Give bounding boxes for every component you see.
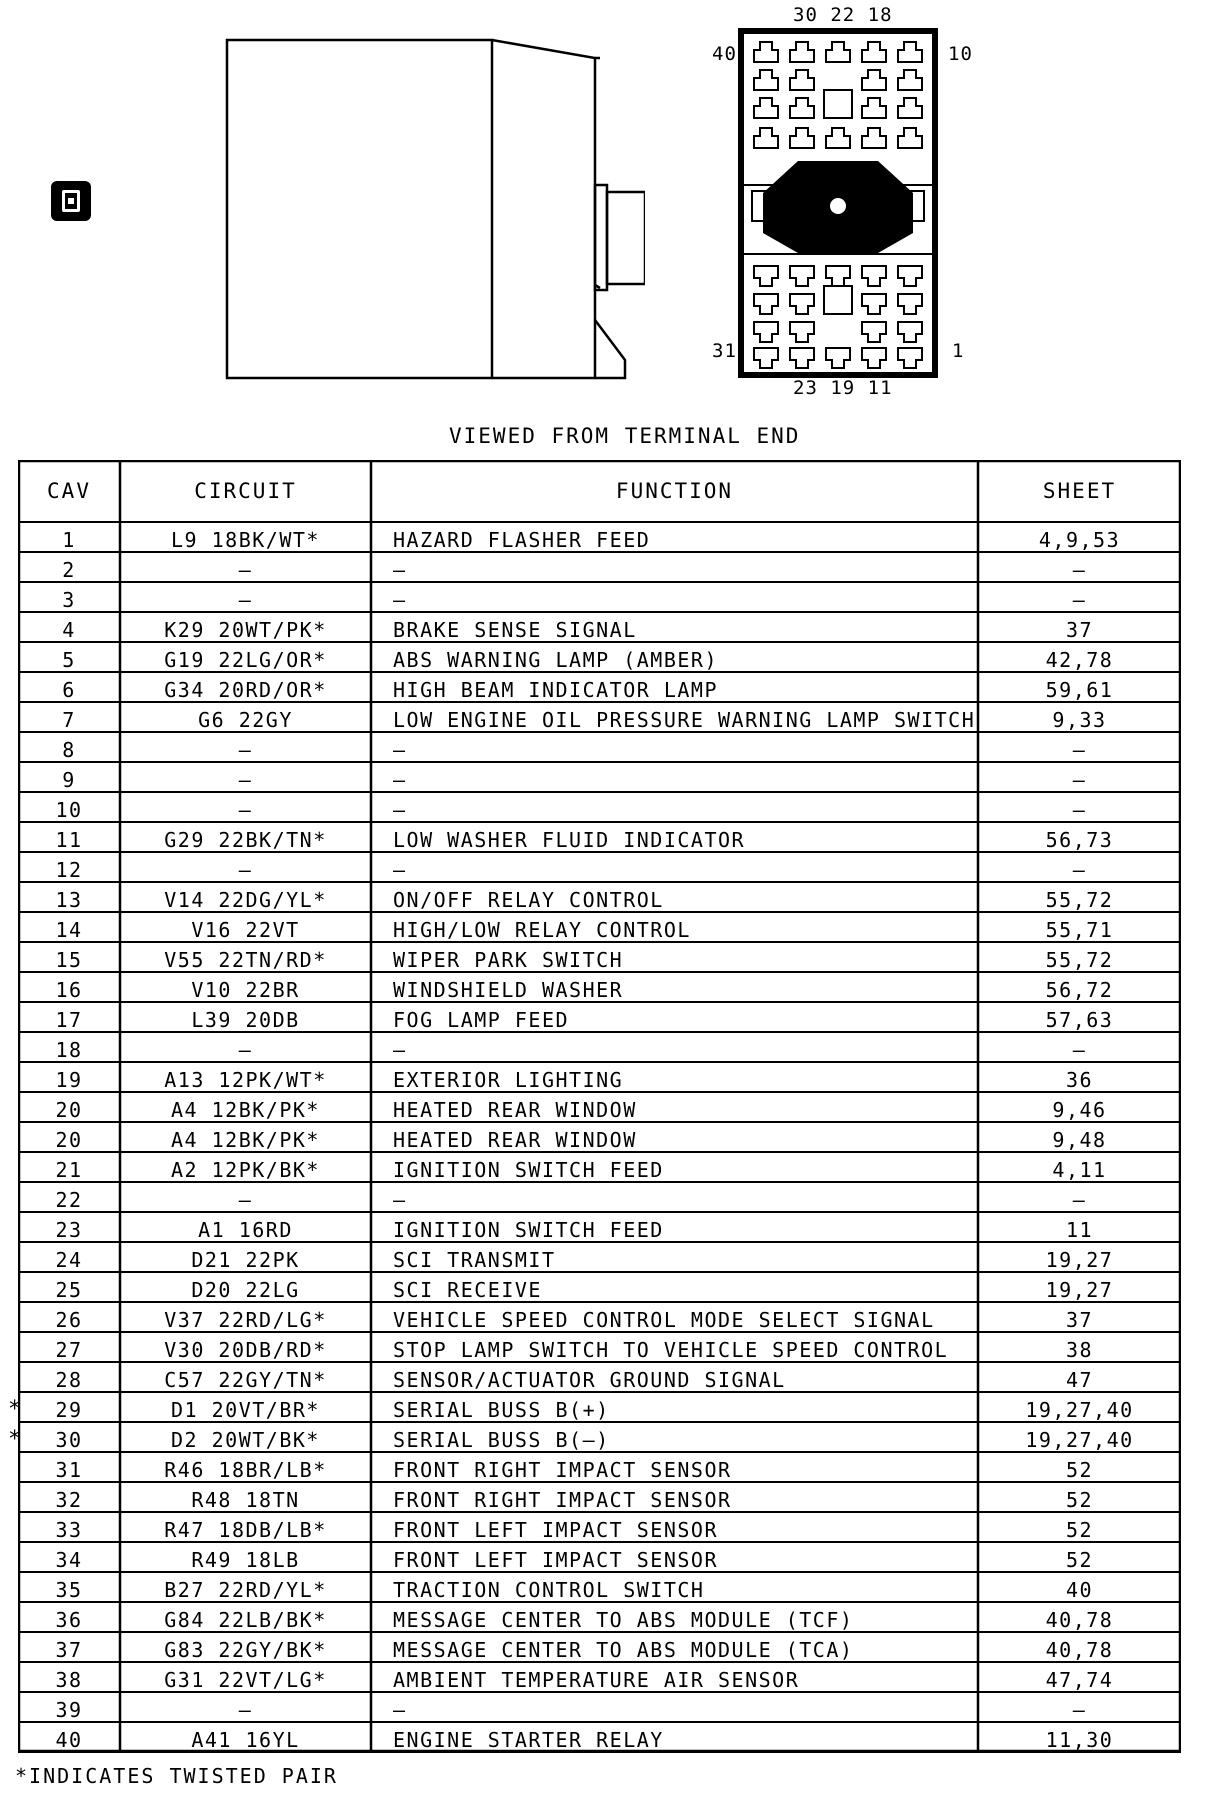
cav-cell: 26 xyxy=(55,1308,83,1332)
cav-cell: 10 xyxy=(55,798,83,822)
circuit-cell: G29 22BK/TN* xyxy=(164,828,327,852)
circuit-cell: G84 22LB/BK* xyxy=(164,1608,327,1632)
circuit-cell: — xyxy=(238,738,253,762)
function-cell: HIGH/LOW RELAY CONTROL xyxy=(393,918,691,942)
circuit-cell: — xyxy=(238,1698,253,1722)
sheet-cell: 9,48 xyxy=(1052,1128,1107,1152)
function-cell: — xyxy=(393,858,407,882)
function-cell: SERIAL BUSS B(—) xyxy=(393,1428,610,1452)
sheet-cell: — xyxy=(1072,558,1087,582)
function-cell: HEATED REAR WINDOW xyxy=(393,1128,637,1152)
function-cell: MESSAGE CENTER TO ABS MODULE (TCA) xyxy=(393,1638,854,1662)
table-row xyxy=(18,1542,1181,1572)
table-row xyxy=(18,1632,1181,1662)
circuit-cell: A4 12BK/PK* xyxy=(171,1128,320,1152)
function-cell: — xyxy=(393,768,407,792)
function-cell: IGNITION SWITCH FEED xyxy=(393,1158,664,1182)
table-row xyxy=(18,1032,1181,1062)
pin-cavity xyxy=(790,42,814,62)
function-cell: LOW ENGINE OIL PRESSURE WARNING LAMP SWITCH xyxy=(393,708,976,732)
pin-cavity xyxy=(754,128,778,148)
table-row xyxy=(18,912,1181,942)
pin-cavity xyxy=(826,128,850,148)
sheet-cell: 9,46 xyxy=(1052,1098,1107,1122)
pin-cavity xyxy=(790,294,814,314)
table-row xyxy=(18,1602,1181,1632)
pin-number-right-bottom: 1 xyxy=(952,340,965,362)
circuit-cell: V55 22TN/RD* xyxy=(164,948,327,972)
table-row xyxy=(18,1302,1181,1332)
table-row xyxy=(18,1092,1181,1122)
sheet-cell: 4,9,53 xyxy=(1038,528,1121,552)
circuit-cell: B27 22RD/YL* xyxy=(164,1578,327,1602)
pin-numbers-top: 30 22 18 xyxy=(793,4,893,26)
sheet-cell: 52 xyxy=(1065,1518,1094,1542)
circuit-cell: R49 18LB xyxy=(191,1548,300,1572)
sheet-cell: 56,72 xyxy=(1045,978,1114,1002)
cav-cell: 29 xyxy=(55,1398,83,1422)
function-cell: — xyxy=(393,798,407,822)
pin-cavity xyxy=(826,42,850,62)
pin-number-left-top: 40 xyxy=(712,43,737,65)
pin-cavity xyxy=(898,98,922,118)
cav-cell: 35 xyxy=(55,1578,83,1602)
table-row xyxy=(18,1722,1181,1752)
circuit-cell: A4 12BK/PK* xyxy=(171,1098,320,1122)
cav-cell: 1 xyxy=(62,528,76,552)
cav-cell: 21 xyxy=(55,1158,83,1182)
table-row xyxy=(18,1332,1181,1362)
sheet-cell: 52 xyxy=(1065,1458,1094,1482)
table-row xyxy=(18,612,1181,642)
sheet-cell: 40,78 xyxy=(1045,1608,1114,1632)
function-cell: FOG LAMP FEED xyxy=(393,1008,570,1032)
cav-cell: 16 xyxy=(55,978,83,1002)
function-cell: TRACTION CONTROL SWITCH xyxy=(393,1578,705,1602)
pin-cavity xyxy=(790,266,814,286)
function-cell: FRONT LEFT IMPACT SENSOR xyxy=(393,1548,718,1572)
function-cell: HEATED REAR WINDOW xyxy=(393,1098,637,1122)
cav-cell: 23 xyxy=(55,1218,83,1242)
circuit-cell: — xyxy=(238,1038,253,1062)
sheet-cell: 11,30 xyxy=(1045,1728,1114,1752)
function-cell: IGNITION SWITCH FEED xyxy=(393,1218,664,1242)
table-row xyxy=(18,1152,1181,1182)
function-cell: MESSAGE CENTER TO ABS MODULE (TCF) xyxy=(393,1608,854,1632)
circuit-cell: D1 20VT/BR* xyxy=(171,1398,320,1422)
circuit-cell: R47 18DB/LB* xyxy=(164,1518,327,1542)
sheet-cell: — xyxy=(1072,768,1087,792)
footnote: *INDICATES TWISTED PAIR xyxy=(15,1764,338,1788)
cav-cell: 11 xyxy=(55,828,83,852)
cav-cell: 37 xyxy=(55,1638,83,1662)
table-row xyxy=(18,1572,1181,1602)
table-row xyxy=(18,1122,1181,1152)
cav-cell: 30 xyxy=(55,1428,83,1452)
function-cell: ABS WARNING LAMP (AMBER) xyxy=(393,648,718,672)
function-cell: FRONT RIGHT IMPACT SENSOR xyxy=(393,1458,732,1482)
table-row xyxy=(18,852,1181,882)
circuit-cell: — xyxy=(238,1188,253,1212)
sheet-cell: 55,72 xyxy=(1045,888,1114,912)
table-row xyxy=(18,1512,1181,1542)
view-caption: VIEWED FROM TERMINAL END xyxy=(449,424,801,448)
function-cell: HIGH BEAM INDICATOR LAMP xyxy=(393,678,718,702)
sheet-cell: 52 xyxy=(1065,1488,1094,1512)
cav-cell: 19 xyxy=(55,1068,83,1092)
table-row xyxy=(18,762,1181,792)
cav-cell: 14 xyxy=(55,918,83,942)
connector-side-view-drawing xyxy=(225,30,645,390)
table-row xyxy=(18,1692,1181,1722)
header-circuit: CIRCUIT xyxy=(194,479,297,503)
cav-cell: 4 xyxy=(62,618,76,642)
pin-cavity xyxy=(754,322,778,342)
function-cell: HAZARD FLASHER FEED xyxy=(393,528,651,552)
pin-cavity xyxy=(754,266,778,286)
table-row xyxy=(18,702,1181,732)
table-row xyxy=(18,1062,1181,1092)
table-row xyxy=(8,1392,1181,1422)
pin-cavity xyxy=(790,70,814,90)
connector-icon xyxy=(51,181,91,221)
cav-cell: 38 xyxy=(55,1668,83,1692)
pin-cavity xyxy=(862,98,886,118)
pin-cavity xyxy=(754,70,778,90)
cav-cell: 2 xyxy=(62,558,76,582)
circuit-cell: G83 22GY/BK* xyxy=(164,1638,327,1662)
function-cell: ENGINE STARTER RELAY xyxy=(393,1728,664,1752)
sheet-cell: 55,71 xyxy=(1045,918,1114,942)
circuit-cell: V16 22VT xyxy=(191,918,300,942)
sheet-cell: — xyxy=(1072,1698,1087,1722)
circuit-cell: V30 20DB/RD* xyxy=(164,1338,327,1362)
pin-cavity xyxy=(824,286,852,314)
function-cell: — xyxy=(393,1038,407,1062)
circuit-cell: R46 18BR/LB* xyxy=(164,1458,327,1482)
table-row xyxy=(18,1362,1181,1392)
table-row xyxy=(18,642,1181,672)
table-row xyxy=(18,1662,1181,1692)
function-cell: SENSOR/ACTUATOR GROUND SIGNAL xyxy=(393,1368,786,1392)
cav-cell: 18 xyxy=(55,1038,83,1062)
circuit-cell: — xyxy=(238,768,253,792)
sheet-cell: — xyxy=(1072,588,1087,612)
function-cell: VEHICLE SPEED CONTROL MODE SELECT SIGNAL xyxy=(393,1308,935,1332)
pin-cavity xyxy=(862,42,886,62)
cav-cell: 34 xyxy=(55,1548,83,1572)
sheet-cell: — xyxy=(1072,798,1087,822)
pin-cavity xyxy=(790,322,814,342)
cav-cell: 8 xyxy=(62,738,76,762)
circuit-cell: — xyxy=(238,858,253,882)
sheet-cell: 59,61 xyxy=(1045,678,1114,702)
cav-cell: 17 xyxy=(55,1008,83,1032)
pin-cavity xyxy=(754,42,778,62)
header-sheet: SHEET xyxy=(1042,479,1117,503)
table-row xyxy=(18,1242,1181,1272)
sheet-cell: 47,74 xyxy=(1045,1668,1114,1692)
cav-cell: 27 xyxy=(55,1338,83,1362)
function-cell: — xyxy=(393,1188,407,1212)
function-cell: SCI RECEIVE xyxy=(393,1278,542,1302)
pin-cavity xyxy=(898,322,922,342)
function-cell: SCI TRANSMIT xyxy=(393,1248,556,1272)
circuit-cell: V37 22RD/LG* xyxy=(164,1308,327,1332)
cav-cell: 24 xyxy=(55,1248,83,1272)
sheet-cell: 56,73 xyxy=(1045,828,1114,852)
pin-number-left-bottom: 31 xyxy=(712,340,737,362)
cav-cell: 15 xyxy=(55,948,83,972)
circuit-cell: D2 20WT/BK* xyxy=(171,1428,320,1452)
pin-cavity xyxy=(790,348,814,368)
sheet-cell: 37 xyxy=(1065,618,1094,642)
circuit-cell: A2 12PK/BK* xyxy=(171,1158,320,1182)
circuit-cell: R48 18TN xyxy=(191,1488,300,1512)
circuit-cell: K29 20WT/PK* xyxy=(164,618,327,642)
pin-cavity xyxy=(824,90,852,118)
table-row xyxy=(18,1452,1181,1482)
cav-cell: 12 xyxy=(55,858,83,882)
circuit-cell: D21 22PK xyxy=(191,1248,300,1272)
sheet-cell: 42,78 xyxy=(1045,648,1114,672)
cav-cell: 25 xyxy=(55,1278,83,1302)
pin-cavity xyxy=(754,348,778,368)
circuit-cell: L9 18BK/WT* xyxy=(171,528,320,552)
function-cell: FRONT LEFT IMPACT SENSOR xyxy=(393,1518,718,1542)
sheet-cell: 19,27 xyxy=(1045,1278,1114,1302)
function-cell: FRONT RIGHT IMPACT SENSOR xyxy=(393,1488,732,1512)
sheet-cell: 36 xyxy=(1065,1068,1094,1092)
cav-cell: 22 xyxy=(55,1188,83,1212)
pin-cavity xyxy=(862,294,886,314)
function-cell: BRAKE SENSE SIGNAL xyxy=(393,618,637,642)
table-row xyxy=(18,972,1181,1002)
cav-cell: 20 xyxy=(55,1098,83,1122)
table-row xyxy=(18,732,1181,762)
table-row xyxy=(18,1002,1181,1032)
function-cell: ON/OFF RELAY CONTROL xyxy=(393,888,664,912)
pin-cavity xyxy=(898,42,922,62)
pin-cavity xyxy=(862,70,886,90)
pin-numbers-bottom: 23 19 11 xyxy=(793,377,893,399)
header-function: FUNCTION xyxy=(615,479,734,503)
connector-face-drawing xyxy=(738,28,938,378)
sheet-cell: 4,11 xyxy=(1052,1158,1107,1182)
cav-cell: 36 xyxy=(55,1608,83,1632)
function-cell: AMBIENT TEMPERATURE AIR SENSOR xyxy=(393,1668,800,1692)
cav-cell: 13 xyxy=(55,888,83,912)
circuit-cell: A13 12PK/WT* xyxy=(164,1068,327,1092)
cav-cell: 20 xyxy=(55,1128,83,1152)
table-row xyxy=(18,582,1181,612)
twisted-pair-marker: * xyxy=(8,1427,22,1452)
table-row xyxy=(18,522,1181,552)
cav-cell: 9 xyxy=(62,768,76,792)
cav-cell: 33 xyxy=(55,1518,83,1542)
cav-cell: 31 xyxy=(55,1458,83,1482)
pin-cavity xyxy=(862,322,886,342)
pin-cavity xyxy=(898,294,922,314)
pin-cavity xyxy=(862,266,886,286)
cav-cell: 7 xyxy=(62,708,76,732)
pin-number-right-top: 10 xyxy=(948,43,973,65)
table-row xyxy=(18,882,1181,912)
table-row xyxy=(18,1212,1181,1242)
sheet-cell: 9,33 xyxy=(1052,708,1107,732)
circuit-cell: G6 22GY xyxy=(198,708,293,732)
circuit-cell: — xyxy=(238,558,253,582)
function-cell: STOP LAMP SWITCH TO VEHICLE SPEED CONTROL xyxy=(393,1338,949,1362)
function-cell: — xyxy=(393,1698,407,1722)
function-cell: WINDSHIELD WASHER xyxy=(393,978,624,1002)
table-row xyxy=(18,792,1181,822)
cav-cell: 3 xyxy=(62,588,76,612)
cav-cell: 6 xyxy=(62,678,76,702)
circuit-cell: V10 22BR xyxy=(191,978,300,1002)
pin-cavity xyxy=(862,128,886,148)
circuit-cell: G19 22LG/OR* xyxy=(164,648,327,672)
circuit-cell: A1 16RD xyxy=(198,1218,293,1242)
pin-cavity xyxy=(898,348,922,368)
circuit-cell: G34 20RD/OR* xyxy=(164,678,327,702)
function-cell: SERIAL BUSS B(+) xyxy=(393,1398,610,1422)
sheet-cell: 19,27 xyxy=(1045,1248,1114,1272)
table-row xyxy=(18,552,1181,582)
pin-cavity xyxy=(790,128,814,148)
table-row xyxy=(18,1272,1181,1302)
cav-cell: 5 xyxy=(62,648,76,672)
cav-cell: 40 xyxy=(55,1728,83,1752)
cav-cell: 28 xyxy=(55,1368,83,1392)
pin-cavity xyxy=(754,294,778,314)
pin-cavity xyxy=(826,348,850,368)
function-cell: — xyxy=(393,558,407,582)
function-cell: — xyxy=(393,588,407,612)
header-cav: CAV xyxy=(47,479,91,503)
circuit-cell: D20 22LG xyxy=(191,1278,300,1302)
table-row xyxy=(18,1482,1181,1512)
sheet-cell: 19,27,40 xyxy=(1025,1428,1134,1452)
sheet-cell: 57,63 xyxy=(1045,1008,1114,1032)
sheet-cell: 40,78 xyxy=(1045,1638,1114,1662)
function-cell: LOW WASHER FLUID INDICATOR xyxy=(393,828,746,852)
pin-cavity xyxy=(754,98,778,118)
sheet-cell: 40 xyxy=(1065,1578,1094,1602)
circuit-cell: A41 16YL xyxy=(191,1728,300,1752)
sheet-cell: — xyxy=(1072,1188,1087,1212)
sheet-cell: 47 xyxy=(1065,1368,1094,1392)
circuit-cell: — xyxy=(238,588,253,612)
circuit-cell: L39 20DB xyxy=(191,1008,300,1032)
function-cell: EXTERIOR LIGHTING xyxy=(393,1068,624,1092)
function-cell: — xyxy=(393,738,407,762)
table-row xyxy=(8,1422,1181,1452)
pin-cavity xyxy=(826,266,850,286)
circuit-cell: G31 22VT/LG* xyxy=(164,1668,327,1692)
table-row xyxy=(18,1182,1181,1212)
sheet-cell: 19,27,40 xyxy=(1025,1398,1134,1422)
circuit-cell: C57 22GY/TN* xyxy=(164,1368,327,1392)
sheet-cell: 37 xyxy=(1065,1308,1094,1332)
function-cell: WIPER PARK SWITCH xyxy=(393,948,624,972)
pinout-table xyxy=(8,460,1181,1756)
sheet-cell: 52 xyxy=(1065,1548,1094,1572)
sheet-cell: 38 xyxy=(1065,1338,1094,1362)
table-row xyxy=(18,672,1181,702)
cav-cell: 32 xyxy=(55,1488,83,1512)
twisted-pair-marker: * xyxy=(8,1397,22,1422)
circuit-cell: — xyxy=(238,798,253,822)
pin-cavity xyxy=(898,128,922,148)
sheet-cell: — xyxy=(1072,738,1087,762)
circuit-cell: V14 22DG/YL* xyxy=(164,888,327,912)
sheet-cell: — xyxy=(1072,1038,1087,1062)
sheet-cell: 55,72 xyxy=(1045,948,1114,972)
pin-cavity xyxy=(898,266,922,286)
sheet-cell: 11 xyxy=(1065,1218,1094,1242)
pin-cavity xyxy=(790,98,814,118)
pin-cavity xyxy=(898,70,922,90)
sheet-cell: — xyxy=(1072,858,1087,882)
pin-cavity xyxy=(862,348,886,368)
table-row xyxy=(18,942,1181,972)
table-row xyxy=(18,822,1181,852)
cav-cell: 39 xyxy=(55,1698,83,1722)
